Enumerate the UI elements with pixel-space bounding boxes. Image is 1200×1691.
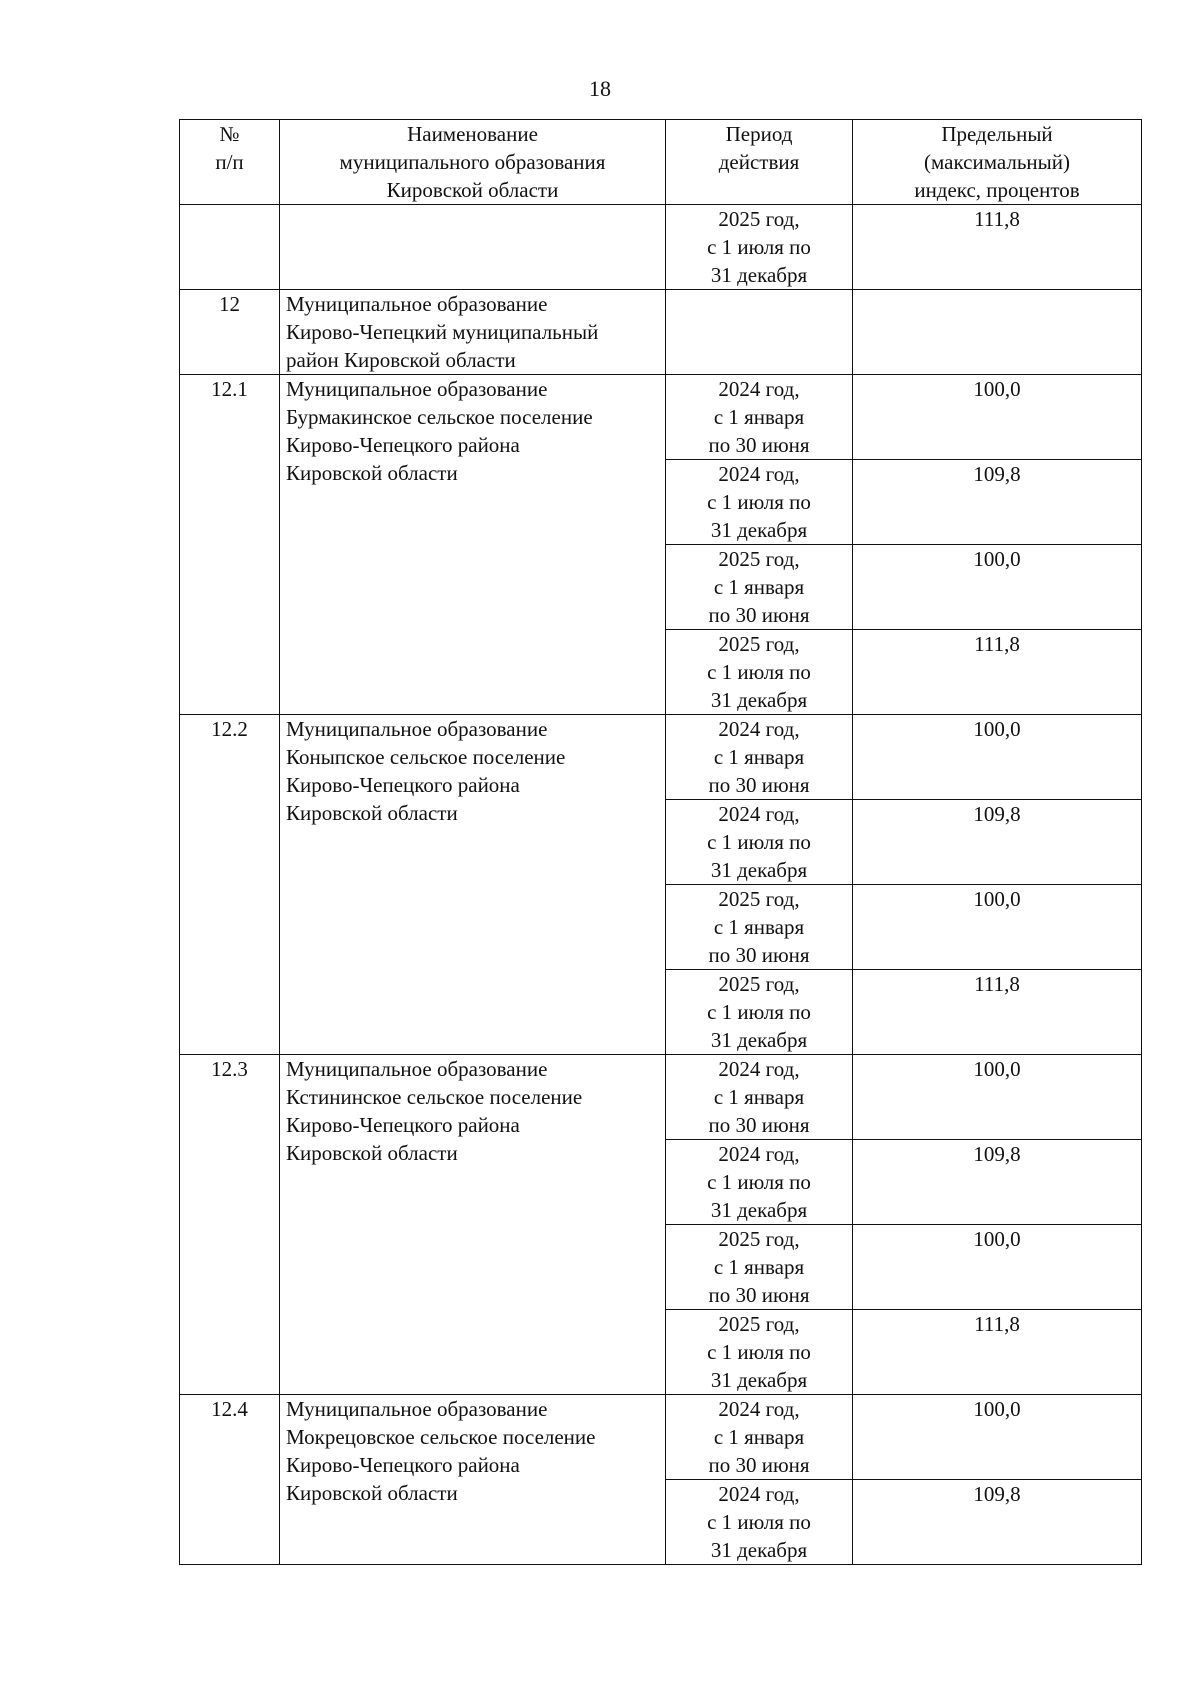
cell-period: 2025 год, с 1 июля по 31 декабря	[666, 205, 853, 290]
header-period: Период действия	[666, 120, 853, 205]
cell-period	[666, 1395, 853, 1480]
cell-index	[853, 290, 1142, 375]
cell-number: 12.1	[180, 375, 280, 715]
period-line: 2024 год,	[718, 717, 800, 741]
cell-index: 109,8	[853, 1480, 1142, 1565]
name-line: Кировской области	[286, 801, 458, 825]
cell-index: 100,0	[853, 545, 1142, 630]
cell-period	[666, 1310, 853, 1395]
name-line: Коныпское сельское поселение	[286, 745, 566, 769]
period-line: с 1 июля по	[707, 830, 811, 854]
cell-number	[180, 205, 280, 290]
cell-index: 109,8	[853, 800, 1142, 885]
header-number: № п/п	[180, 120, 280, 205]
period-line: по 30 июня	[708, 1283, 810, 1307]
period-line: 2025 год,	[718, 972, 800, 996]
name-line: Мокрецовское сельское поселение	[286, 1425, 596, 1449]
cell-index: 100,0	[853, 1225, 1142, 1310]
period-line: 2025 год,	[718, 887, 800, 911]
cell-index: 111,8	[853, 205, 1142, 290]
cell-number: 12.2	[180, 715, 280, 1055]
cell-period	[666, 1480, 853, 1565]
period-line: с 1 января	[713, 915, 805, 939]
name-line: Кирово-Чепецкого района	[286, 773, 520, 797]
cell-period	[666, 375, 853, 460]
name-line: Бурмакинское сельское поселение	[286, 405, 593, 429]
cell-name: Муниципальное образование Кирово-Чепецкий муниципальный район Кировской области	[280, 290, 666, 375]
table-header-row	[180, 120, 1142, 205]
period-line: 2024 год,	[718, 1482, 800, 1506]
cell-number: 12.4	[180, 1395, 280, 1565]
cell-index: 109,8	[853, 1140, 1142, 1225]
table-row	[180, 375, 1142, 460]
name-line: Кирово-Чепецкого района	[286, 433, 520, 457]
period-line: 31 декабря	[710, 1538, 808, 1562]
period-line: с 1 января	[713, 405, 805, 429]
cell-period	[666, 460, 853, 545]
cell-period	[666, 545, 853, 630]
period-line: 2024 год,	[718, 1057, 800, 1081]
period-line: 31 декабря	[710, 688, 808, 712]
table-row-continuation	[180, 205, 1142, 290]
period-line: 2024 год,	[718, 377, 800, 401]
page-number: 18	[589, 76, 611, 101]
cell-index: 100,0	[853, 885, 1142, 970]
period-line: 2025 год,	[718, 1227, 800, 1251]
period-line: 31 декабря	[710, 1368, 808, 1392]
cell-number: 12.3	[180, 1055, 280, 1395]
period-line: по 30 июня	[708, 943, 810, 967]
header-municipality-name: Наименование муниципального образования Кировской области	[280, 120, 666, 205]
cell-name	[280, 375, 666, 715]
cell-period	[666, 1140, 853, 1225]
period-line: с 1 июля по	[707, 1510, 811, 1534]
header-max-index: Предельный (максимальный) индекс, процентов	[853, 120, 1142, 205]
period-line: по 30 июня	[708, 433, 810, 457]
table-row-district	[180, 290, 1142, 375]
cell-period	[666, 290, 853, 375]
period-line: 31 декабря	[710, 858, 808, 882]
cell-index: 109,8	[853, 460, 1142, 545]
period-line: с 1 июля по	[707, 1170, 811, 1194]
cell-period	[666, 970, 853, 1055]
period-line: 2025 год,	[718, 1312, 800, 1336]
period-line: с 1 января	[713, 1425, 805, 1449]
cell-period	[666, 715, 853, 800]
period-line: с 1 июля по	[707, 1000, 811, 1024]
period-line: 31 декабря	[710, 1198, 808, 1222]
cell-number: 12	[180, 290, 280, 375]
period-line: по 30 июня	[708, 1453, 810, 1477]
name-line: Кирово-Чепецкого района	[286, 1113, 520, 1137]
period-line: по 30 июня	[708, 1113, 810, 1137]
cell-period	[666, 630, 853, 715]
cell-index: 111,8	[853, 1310, 1142, 1395]
cell-index: 100,0	[853, 715, 1142, 800]
cell-index: 100,0	[853, 375, 1142, 460]
name-line: Кировской области	[286, 461, 458, 485]
cell-name	[280, 1395, 666, 1565]
period-line: по 30 июня	[708, 773, 810, 797]
table-row	[180, 1055, 1142, 1140]
cell-name	[280, 715, 666, 1055]
period-line: 2024 год,	[718, 802, 800, 826]
period-line: с 1 июля по	[707, 1340, 811, 1364]
name-line: Муниципальное образование	[286, 717, 548, 741]
cell-period	[666, 800, 853, 885]
name-line: Муниципальное образование	[286, 377, 548, 401]
cell-name	[280, 1055, 666, 1395]
period-line: 2024 год,	[718, 1397, 800, 1421]
entries-body	[180, 375, 1142, 1565]
period-line: с 1 января	[713, 1085, 805, 1109]
period-line: 2025 год,	[718, 547, 800, 571]
cell-index: 100,0	[853, 1055, 1142, 1140]
cell-index: 100,0	[853, 1395, 1142, 1480]
period-line: с 1 июля по	[707, 660, 811, 684]
name-line: Кировской области	[286, 1141, 458, 1165]
tariff-index-table	[179, 119, 1142, 1565]
cell-period	[666, 885, 853, 970]
table-row	[180, 715, 1142, 800]
cell-period	[666, 1055, 853, 1140]
name-line: Кировской области	[286, 1481, 458, 1505]
period-line: с 1 января	[713, 745, 805, 769]
period-line: с 1 января	[713, 575, 805, 599]
cell-period	[666, 1225, 853, 1310]
period-line: с 1 января	[713, 1255, 805, 1279]
name-line: Кстининское сельское поселение	[286, 1085, 583, 1109]
table-row	[180, 1395, 1142, 1480]
period-line: 2024 год,	[718, 1142, 800, 1166]
name-line: Муниципальное образование	[286, 1397, 548, 1421]
period-line: 31 декабря	[710, 518, 808, 542]
cell-index: 111,8	[853, 630, 1142, 715]
period-line: 31 декабря	[710, 1028, 808, 1052]
period-line: 2025 год,	[718, 632, 800, 656]
cell-name	[280, 205, 666, 290]
name-line: Кирово-Чепецкого района	[286, 1453, 520, 1477]
period-line: 2024 год,	[718, 462, 800, 486]
period-line: с 1 июля по	[707, 490, 811, 514]
name-line: Муниципальное образование	[286, 1057, 548, 1081]
period-line: по 30 июня	[708, 603, 810, 627]
cell-index: 111,8	[853, 970, 1142, 1055]
